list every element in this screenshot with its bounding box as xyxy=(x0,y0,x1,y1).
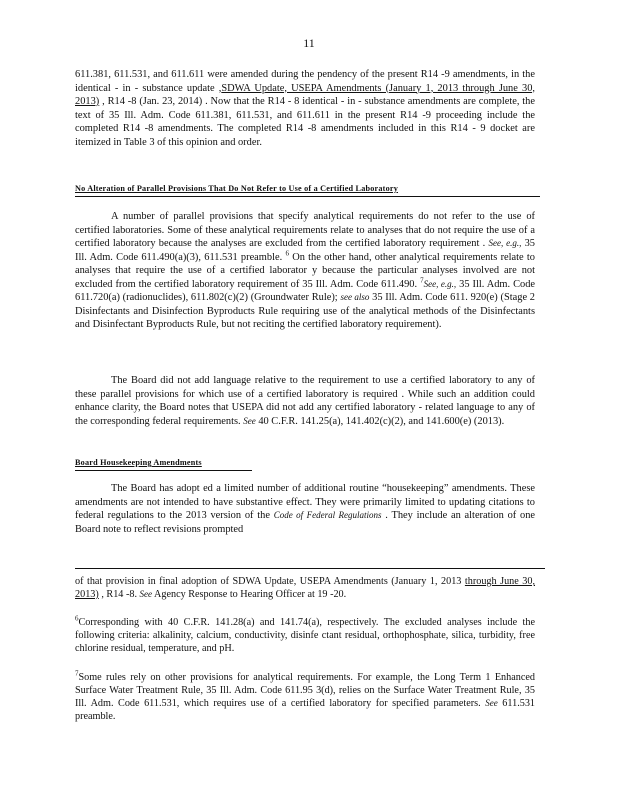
footnote-6-number: 6 xyxy=(75,614,79,623)
footnote-ref-7: 7 xyxy=(420,276,424,285)
p2-part-e: 35 Ill. Adm. Code 611. 920(e) (Stage 2 Disinfectants and Disinfection Byproducts Rule requiring use of the analytical methods of the Disinfectants and Disinfectant Byproducts Rule, but not reciting the certified laboratory requirement). xyxy=(75,292,535,330)
footnote-6 xyxy=(75,616,535,655)
footnote-7-number: 7 xyxy=(75,669,79,678)
intro-underlined-citation: SDWA Update, USEPA Amendments (January 1, 2013 through June 30, 2013) xyxy=(75,82,535,107)
parallel-provisions-paragraph xyxy=(75,210,535,332)
footnote-separator xyxy=(75,568,545,569)
heading-housekeeping-rule xyxy=(75,470,252,471)
footnote-ref-6: 6 xyxy=(285,249,289,258)
fn-cont-see: See xyxy=(139,589,153,599)
p4-cfr-title: Code of Federal Regulations xyxy=(273,510,382,520)
page-number: 11 xyxy=(303,36,315,50)
p4-part-a: The Board has adopt ed a limited number of additional routine “housekeeping” amendments. These amendments are not intended to have substantive effect. They were primarily limited to updating citations to federal regulations to the 2013 version of the xyxy=(75,483,535,521)
intro-rest: , R14 -8 (Jan. 23, 2014) . Now that the R14 - 8 identical - in - substance amendments are complete, the text of 35 Ill. Adm. Code 611.381, 611.531, and 611.611 in the present R14 -9 proceeding include the completed R14 -8 amendments. The completed R14 -8 amendments included in this R14 - 9 docket are itemized in Table 3 of this opinion and order. xyxy=(75,96,535,148)
heading-housekeeping: Board Housekeeping Amendments xyxy=(75,458,202,467)
fn-cont-b: , R14 -8. xyxy=(98,589,137,600)
board-language-paragraph xyxy=(75,374,535,428)
footnote-continuation xyxy=(75,575,535,601)
p3-part-b: 40 C.F.R. 141.25(a), 141.402(c)(2), and 141.600(e) (2013). xyxy=(255,415,505,427)
p4-part-b: . They include an alteration of one Board note to reflect revisions prompted xyxy=(75,510,535,535)
p2-see-eg-2: See, e.g., xyxy=(423,278,457,289)
footnote-7-tail: 611.531 preamble. xyxy=(75,698,536,722)
housekeeping-paragraph xyxy=(75,482,535,536)
p3-see: See xyxy=(243,415,256,426)
fn-cont-a: of that provision in final adoption of SDWA Update, USEPA Amendments (January 1, 2013 xyxy=(75,576,462,587)
footnote-6-text: Corresponding with 40 C.F.R. 141.28(a) and 141.74(a), respectively. The excluded analyses include the following criteria: alkalinity, calcium, conductivity, disinfe ctant residual, orthophosphate, silica, turbidity, free chlorine residual, temperature, and pH. xyxy=(75,617,535,654)
p2-see-eg-1: See, e.g., xyxy=(488,238,522,248)
footnote-7-text: Some rules rely on other provisions for analytical requirements. For example, the Long Term 1 Enhanced Surface Water Treatment Rule, 35 Ill. Adm. Code 611.95 3(d), relies on the Surface Water Treatment Rule, 35 Ill. Adm. Code 611.531, which requires use of a certified laboratory for specified parameters. xyxy=(75,672,535,709)
p3-part-a: The Board did not add language relative to the requirement to use a certified laboratory to any of these parallel provisions for which use of a certified laboratory is required . While such an addition could enhance clarity, the Board notes that USEPA did not add any certified laboratory - related language to any of the corresponding federal requirements. xyxy=(75,375,535,427)
fn-cont-c: Agency Response to Hearing Officer at 19 -20. xyxy=(152,589,347,600)
heading-parallel-provisions-rule xyxy=(75,196,540,197)
p2-part-c: On the other hand, other analytical requirements relate to analyses that require the use of a certified laborator y because the particular analyses involved are not excluded from the certified laboratory requirement of 35 Ill. Adm. Code 611.490. xyxy=(75,251,535,290)
fn-cont-underlined: through June 30, 2013) xyxy=(75,576,536,600)
intro-lead: 611.381, 611.531, and 611.611 were amended during the pendency of the present R14 -9 amendments, in the identical - in - substance update , xyxy=(75,69,535,94)
p2-see-also: see also xyxy=(340,292,370,302)
footnote-7-see: See xyxy=(485,698,498,708)
p2-part-a: A number of parallel provisions that specify analytical requirements do not refer to the use of certified laboratories. Some of these analytical requirements relate to analyses that do not require the use of a certified laboratory because the analyses are excluded from the certified laboratory requirement . xyxy=(75,211,535,249)
heading-parallel-provisions: No Alteration of Parallel Provisions That Do Not Refer to Use of a Certified Laboratory xyxy=(75,184,399,193)
intro-paragraph xyxy=(75,68,535,149)
p2-part-b: 35 Ill. Adm. Code 611.490(a)(3), 611.531 preamble. xyxy=(75,238,535,263)
p2-part-d: 35 Ill. Adm. Code 611.720(a) (radionuclides), 611.802(c)(2) (Groundwater Rule); xyxy=(75,278,536,303)
footnote-7 xyxy=(75,671,535,723)
